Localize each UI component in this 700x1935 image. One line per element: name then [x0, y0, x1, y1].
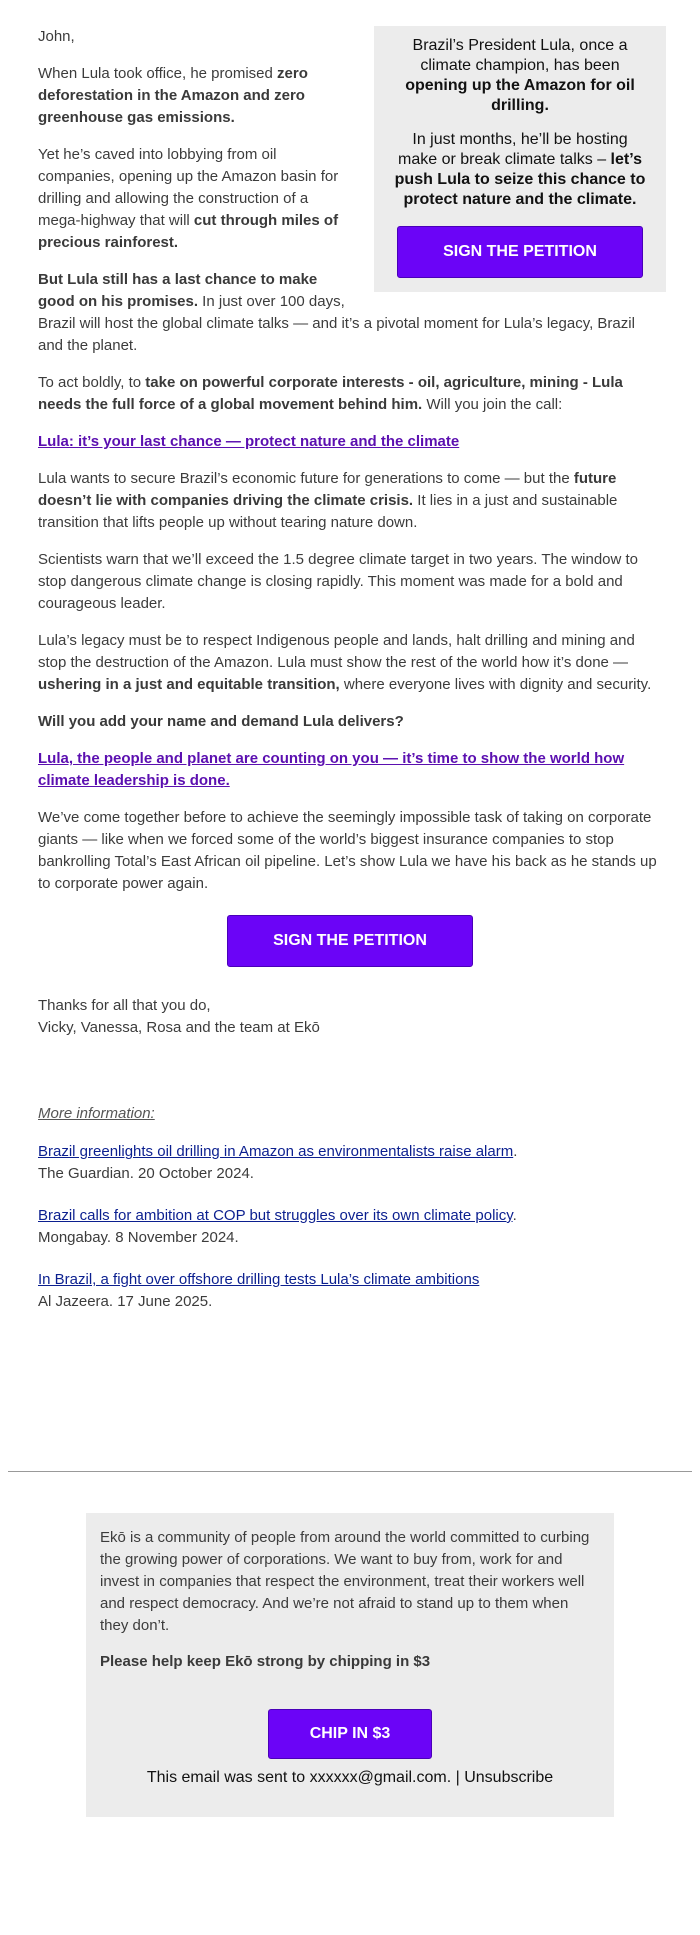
email-body	[38, 26, 662, 1333]
paragraph-economic-future: Lula wants to secure Brazil’s economic future for generations to come — but the future doesn’t lie with companies driving the climate crisis. It lies in a just and sustainable transition that lifts people up without tearing nature down.	[38, 470, 618, 531]
reference-item	[38, 1269, 662, 1313]
reference-link-mongabay[interactable]: Brazil calls for ambition at COP but struggles over its own climate policy	[38, 1207, 513, 1224]
signoff: Thanks for all that you do, Vicky, Vanessa, Rosa and the team at Ekō	[38, 997, 320, 1036]
chip-in-button[interactable]: CHIP IN $3	[268, 1709, 432, 1759]
paragraph-ask: Will you add your name and demand Lula delivers?	[38, 713, 404, 730]
petition-link-paragraph	[38, 431, 662, 453]
footer-ask: Please help keep Ekō strong by chipping in $3	[100, 1653, 431, 1670]
reference-source: Mongabay. 8 November 2024.	[38, 1229, 239, 1246]
reference-link-guardian[interactable]: Brazil greenlights oil drilling in Amazon as environmentalists raise alarm	[38, 1143, 514, 1160]
footer-divider	[8, 1471, 692, 1472]
petition-callout-box	[374, 26, 666, 292]
reference-source: The Guardian. 20 October 2024.	[38, 1165, 254, 1182]
reference-link-aljazeera[interactable]: In Brazil, a fight over offshore drilling tests Lula’s climate ambitions	[38, 1271, 480, 1288]
more-info-heading: More information:	[38, 1105, 155, 1122]
petition-link-last-chance[interactable]: Lula: it’s your last chance — protect nature and the climate	[38, 433, 460, 450]
sign-petition-button-main[interactable]: SIGN THE PETITION	[227, 915, 473, 967]
paragraph-caved: Yet he’s caved into lobbying from oil companies, opening up the Amazon basin for drilling and allowing the construction of a mega-highway that will cut through miles of precious rainforest.	[38, 146, 339, 251]
paragraph-scientists: Scientists warn that we’ll exceed the 1.5 degree climate target in two years. The window to stop dangerous climate change is closing rapidly. This moment was made for a bold and courageous leader.	[38, 551, 639, 612]
reference-item: Brazil calls for ambition at COP but struggles over its own climate policy. Mongabay. 8 November 2024.	[38, 1207, 517, 1246]
paragraph-come-together: We’ve come together before to achieve the seemingly impossible task of taking on corporate giants — like when we forced some of the world’s biggest insurance companies to stop bankrolling Total’s East African oil pipeline. Let’s show Lula we have his back as he stands up to corporate power again.	[38, 809, 657, 892]
sign-petition-button-top[interactable]: SIGN THE PETITION	[397, 226, 643, 278]
petition-link-counting-on-you[interactable]: Lula, the people and planet are counting on you — it’s time to show the world how climate leadership is done.	[38, 750, 625, 789]
center-button-wrap	[38, 915, 662, 967]
petition-link-paragraph-2	[38, 748, 662, 792]
reference-item: Brazil greenlights oil drilling in Amazon as environmentalists raise alarm. The Guardian. 20 October 2024.	[38, 1143, 518, 1182]
reference-source: Al Jazeera. 17 June 2025.	[38, 1293, 213, 1310]
callout-text-2: In just months, he’ll be hosting make or break climate talks – let’s push Lula to seize this chance to protect nature and the climate.	[394, 131, 646, 208]
footer-about: Ekō is a community of people from around the world committed to curbing the growing power of corporations. We want to buy from, work for and invest in companies that respect the environment, treat their workers well and respect democracy. And we’re not afraid to stand up to them when they don’t.	[100, 1529, 590, 1634]
paragraph-promise: When Lula took office, he promised zero deforestation in the Amazon and zero greenhouse gas emissions.	[38, 65, 308, 126]
paragraph-legacy: Lula’s legacy must be to respect Indigenous people and lands, halt drilling and mining and stop the destruction of the Amazon. Lula must show the rest of the world how it’s done — ushering in a just and equitable transition, where everyone lives with dignity and security.	[38, 632, 652, 693]
paragraph-act-boldly: To act boldly, to take on powerful corporate interests - oil, agriculture, mining - Lula needs the full force of a global movement behind him. Will you join the call:	[38, 374, 623, 413]
footer-box	[86, 1513, 614, 1817]
paragraph-last-chance: But Lula still has a last chance to make good on his promises. In just over 100 days, Brazil will host the global climate talks — and it’s a pivotal moment for Lula’s legacy, Brazil and the planet.	[38, 271, 635, 354]
greeting: John,	[38, 28, 75, 45]
footer-button-wrap	[100, 1709, 600, 1759]
callout-text-1: Brazil’s President Lula, once a climate champion, has been opening up the Amazon for oil drilling.	[405, 37, 635, 114]
sent-to-notice: This email was sent to xxxxxx@gmail.com. | Unsubscribe	[146, 1769, 554, 1786]
